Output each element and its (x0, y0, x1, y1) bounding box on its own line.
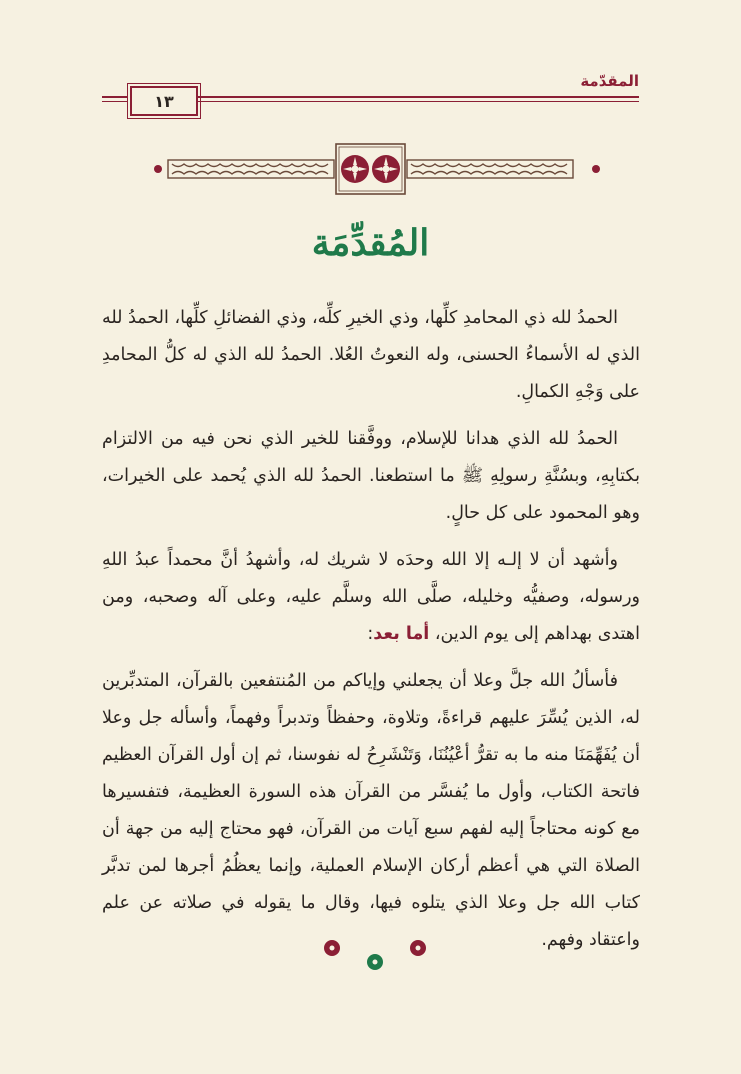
paragraph: الحمدُ لله الذي هدانا للإسلام، ووفَّقنا للخير الذي نحن فيه من الالتزام بكتابِهِ، وبسُنَّةِ رسولِهِ ﷺ ما استطعنا. الحمدُ لله الذي يُحمد على الخيرات، وهو المحمود على كل حالٍ. (102, 429, 640, 523)
header-rule (198, 96, 639, 98)
paragraph-text: وأشهد أن لا إلـه إلا الله وحدَه لا شريك له، وأشهدُ أنَّ محمداً عبدُ اللهِ ورسوله، وصفيُّه وخليله، صلَّى الله وسلَّم عليه، وعلى آله وصحبه، ومن اهتدى بهداهم إلى يوم الدين، (102, 550, 640, 644)
rosette-end-icon (310, 936, 440, 976)
emphasis-text: أما بعد (373, 624, 430, 644)
header-rule-thin (198, 101, 639, 102)
running-title: المقدّمة (580, 72, 639, 90)
header-rule-left (102, 96, 128, 98)
paragraph (102, 542, 640, 653)
paragraph: الحمدُ لله ذي المحامدِ كلِّها، وذي الخيرِ كلِّه، وذي الفضائلِ كلِّها، الحمدُ لله الذي له الأسماءُ الحسنى، وله النعوتُ العُلا. الحمدُ لله الذي له كلُّ المحامدِ على وَجْهِ الكمالِ. (102, 308, 640, 402)
paragraph: فأسألُ الله جلَّ وعلا أن يجعلني وإياكم من المُنتفعين بالقرآن، المتدبِّرين له، الذين يُسِّرَ عليهم قراءةً، وتلاوة، وحفظاً وتدبراً وفهماً، وأسأله جل وعلا أن يُفَهِّمَنَا منه ما به تقرُّ أعْيُنُنَا، وَتَنْشَرِحُ له نفوسنا، ثم إن أول القرآن العظيم فاتحة الكتاب، وأول ما يُفسَّر من القرآن هذه السورة العظيمة، فتفسيرها مع كونه محتاجاً إليه لفهم سبع آيات من القرآن، فهو محتاج إليه من جهة أن الصلاة التي هي أعظم أركان الإسلام العملية، وإنما يعظُمُ أجرها لمن تدبَّر كتاب الله جل وعلا الذي يتلوه فيها، وقال ما يقوله في صلاته عن علم واعتقاد وفهم. (102, 671, 640, 950)
page-number: ١٣ (130, 86, 198, 116)
paragraph-text-end: : (367, 624, 374, 644)
header-rule-left-thin (102, 101, 128, 102)
body-text (102, 300, 640, 969)
floral-ornament-icon (0, 140, 741, 198)
section-title: المُقدِّمَة (311, 222, 430, 264)
